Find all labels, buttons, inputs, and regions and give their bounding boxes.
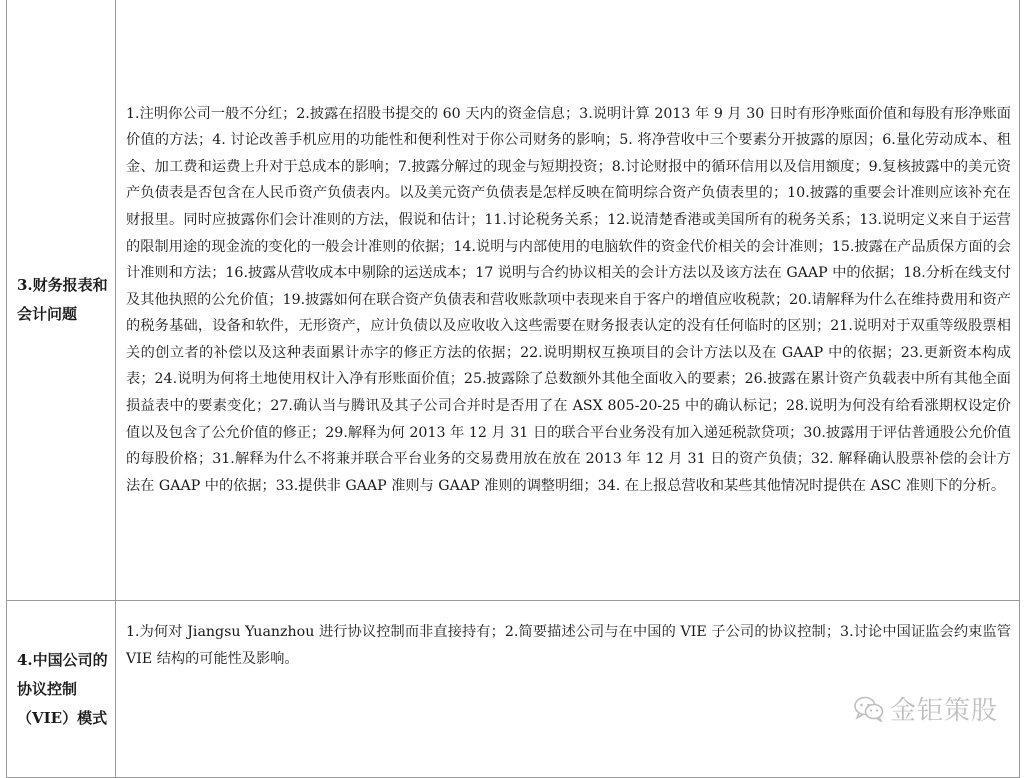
row-label-cell [7, 0, 116, 601]
watermark-text: 金钜策股 [889, 696, 998, 726]
row-content-cell [116, 601, 1020, 778]
row-content-cell [116, 0, 1020, 601]
row-content: 1.为何对 Jiangsu Yuanzhou 进行协议控制而非直接持有；2.简要描述公司与在中国的 VIE 子公司的协议控制；3.讨论中国证监会约束监管 VIE 结构的可能性及影响。 [126, 624, 1011, 667]
row-label-cell [7, 601, 116, 778]
wechat-icon [854, 696, 884, 722]
table-row [7, 601, 1020, 778]
watermark [854, 690, 998, 727]
row-content: 1.注明你公司一般不分红；2.披露在招股书提交的 60 天内的资金信息；3.说明计算 2013 年 9 月 30 日时有形净账面价值和每股有形净账面价值的方法；4. 讨论改善手机应用的功能性和便利性对于你公司财务的影响；5. 将净营收中三个要素分开披露的原因；6.量化劳动成本、租金、加工费和运费上升对于总成本的影响；7.披露分解过的现金与短期投资；8.讨论财报中的循环信用以及信用额度；9.复核披露中的美元资产负债表是否包含在人民币资产负债表内。以及美元资产负债表是怎样反映在简明综合资产负债表里的；10.披露的重要会计准则应该补充在财报里。同时应披露你们会计准则的方法，假说和估计；11.讨论税务关系；12.说清楚香港或美国所有的税务关系；13.说明定义来自于运营的限制用途的现金流的变化的一般会计准则的依据；14.说明与内部使用的电脑软件的资金代价相关的会计准则；15.披露在产品质保方面的会计准则和方法；16.披露从营收成本中剔除的运送成本；17 说明与合约协议相关的会计方法以及该方法在 GAAP 中的依据；18.分析在线支付及其他执照的公允价值；19.披露如何在联合资产负债表和营收账款项中表现来自于客户的增值应收税款；20.请解释为什么在维持费用和资产的税务基础，设备和软件，无形资产，应计负债以及应收收入这些需要在财务报表认定的没有任何临时的区别；21.说明对于双重等级股票相关的创立者的补偿以及这种表面累计赤字的修正方法的依据；22.说明期权互换项目的会计方法以及在 GAAP 中的依据；23.更新资本构成表；24.说明为何将土地使用权计入净有形账面价值；25.披露除了总数额外其他全面收入的要素；26.披露在累计资产负载表中所有其他全面损益表中的要素变化；27.确认当与腾讯及其子公司合并时是否用了在 ASX 805-20-25 中的确认标记；28.说明为何没有给看涨期权设定价值以及包含了公允价值的修正；29.解释为何 2013 年 12 月 31 日的联合平台业务没有加入递延税款贷项；30.披露用于评估普通股公允价值的每股价格；31.解释为什么不将兼并联合平台业务的交易费用放在放在 2013 年 12 月 31 日的资产负债；32. 解释确认股票补偿的会计方法在 GAAP 中的依据；33.提供非 GAAP 准则与 GAAP 准则的调整明细；34. 在上报总营收和某些其他情况时提供在 ASC 准则下的分析。 [126, 105, 1011, 494]
row-label: 4.中国公司的协议控制（VIE）模式 [17, 650, 108, 727]
document-table [6, 0, 1020, 778]
table-row [7, 0, 1020, 601]
row-label: 3.财务报表和会计问题 [17, 276, 108, 323]
